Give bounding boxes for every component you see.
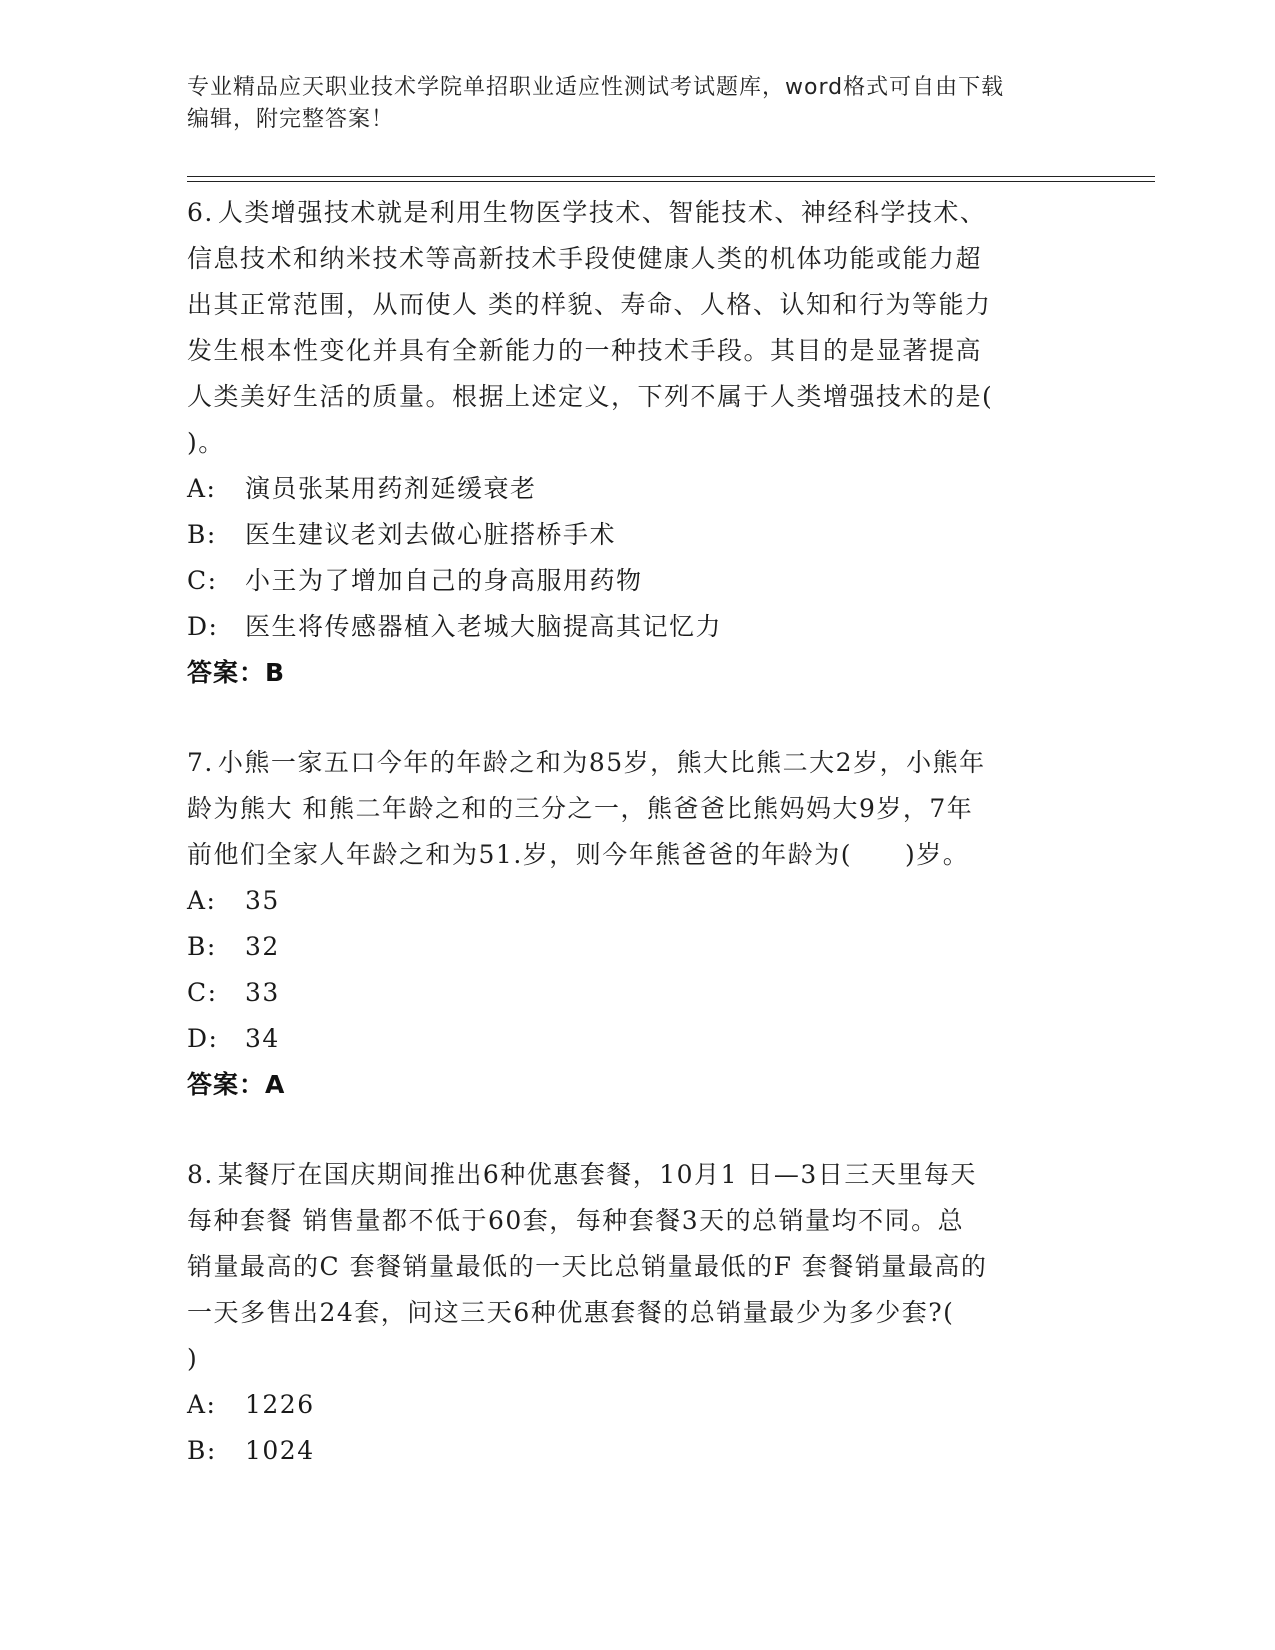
header-divider-top <box>187 176 1155 177</box>
option-text: 35 <box>245 886 280 915</box>
option-d <box>187 604 1087 650</box>
option-text: 34 <box>245 1024 280 1053</box>
option-text: 1024 <box>245 1436 315 1465</box>
stem-line: 发生根本性变化并具有全新能力的一种技术手段。其目的是显著提高 <box>187 336 983 365</box>
option-c <box>187 558 1087 604</box>
header-line-2: 编辑，附完整答案！ <box>187 107 395 132</box>
option-letter: D: <box>187 612 219 641</box>
option-a <box>187 466 1087 512</box>
question-list <box>187 190 1087 1474</box>
question-number: 7. <box>187 748 214 777</box>
header-line-1: 专业精品应天职业技术学院单招职业适应性测试考试题库，word格式可自由下载 <box>187 75 1005 100</box>
question-number: 8. <box>187 1160 214 1189</box>
option-text: 医生建议老刘去做心脏搭桥手术 <box>245 520 617 549</box>
option-text: 1226 <box>245 1390 315 1419</box>
option-c <box>187 970 1087 1016</box>
option-letter: A: <box>187 886 217 915</box>
option-a <box>187 1382 1087 1428</box>
stem-line: 龄为熊大 和熊二年龄之和的三分之一，熊爸爸比熊妈妈大9岁，7年 <box>187 794 974 823</box>
option-text: 医生将传感器植入老城大脑提高其记忆力 <box>245 612 723 641</box>
option-text: 小王为了增加自己的身高服用药物 <box>245 566 643 595</box>
option-letter: C: <box>187 978 218 1007</box>
question-spacer <box>187 696 1087 740</box>
stem-line: )。 <box>187 428 225 457</box>
option-b <box>187 924 1087 970</box>
option-letter: C: <box>187 566 218 595</box>
stem-line: 6. 人类增强技术就是利用生物医学技术、智能技术、神经科学技术、 <box>187 198 987 227</box>
option-a <box>187 878 1087 924</box>
option-letter: A: <box>187 1390 217 1419</box>
stem-line: 出其正常范围，从而使人 类的样貌、寿命、人格、认知和行为等能力 <box>187 290 992 319</box>
option-letter: D: <box>187 1024 219 1053</box>
document-header <box>187 72 1087 136</box>
stem-line: 7. 小熊一家五口今年的年龄之和为85岁，熊大比熊二大2岁，小熊年 <box>187 748 986 777</box>
answer-line: 答案：A <box>187 1070 286 1099</box>
answer-line: 答案：B <box>187 658 286 687</box>
option-text: 33 <box>245 978 280 1007</box>
header-divider-bottom <box>187 181 1155 182</box>
question-8 <box>187 1152 1087 1474</box>
question-stem <box>187 740 1087 878</box>
stem-line: ) <box>187 1344 199 1373</box>
stem-line: 前他们全家人年龄之和为51.岁，则今年熊爸爸的年龄为( )岁。 <box>187 840 970 869</box>
option-letter: A: <box>187 474 217 503</box>
question-number: 6. <box>187 198 214 227</box>
option-b <box>187 1428 1087 1474</box>
question-spacer <box>187 1108 1087 1152</box>
option-b <box>187 512 1087 558</box>
stem-line: 每种套餐 销售量都不低于60套，每种套餐3天的总销量均不同。总 <box>187 1206 965 1235</box>
stem-line: 信息技术和纳米技术等高新技术手段使健康人类的机体功能或能力超 <box>187 244 983 273</box>
option-text: 演员张某用药剂延缓衰老 <box>245 474 537 503</box>
stem-line: 销量最高的C 套餐销量最低的一天比总销量最低的F 套餐销量最高的 <box>187 1252 988 1281</box>
option-letter: B: <box>187 932 217 961</box>
question-7 <box>187 740 1087 1108</box>
question-6 <box>187 190 1087 696</box>
stem-line: 8. 某餐厅在国庆期间推出6种优惠套餐，10月1 日—3日三天里每天 <box>187 1160 977 1189</box>
option-text: 32 <box>245 932 280 961</box>
option-letter: B: <box>187 1436 217 1465</box>
question-stem <box>187 190 1087 466</box>
stem-line: 人类美好生活的质量。根据上述定义，下列不属于人类增强技术的是( <box>187 382 994 411</box>
question-stem <box>187 1152 1087 1382</box>
option-d <box>187 1016 1087 1062</box>
stem-line: 一天多售出24套，问这三天6种优惠套餐的总销量最少为多少套?( <box>187 1298 955 1327</box>
option-letter: B: <box>187 520 217 549</box>
